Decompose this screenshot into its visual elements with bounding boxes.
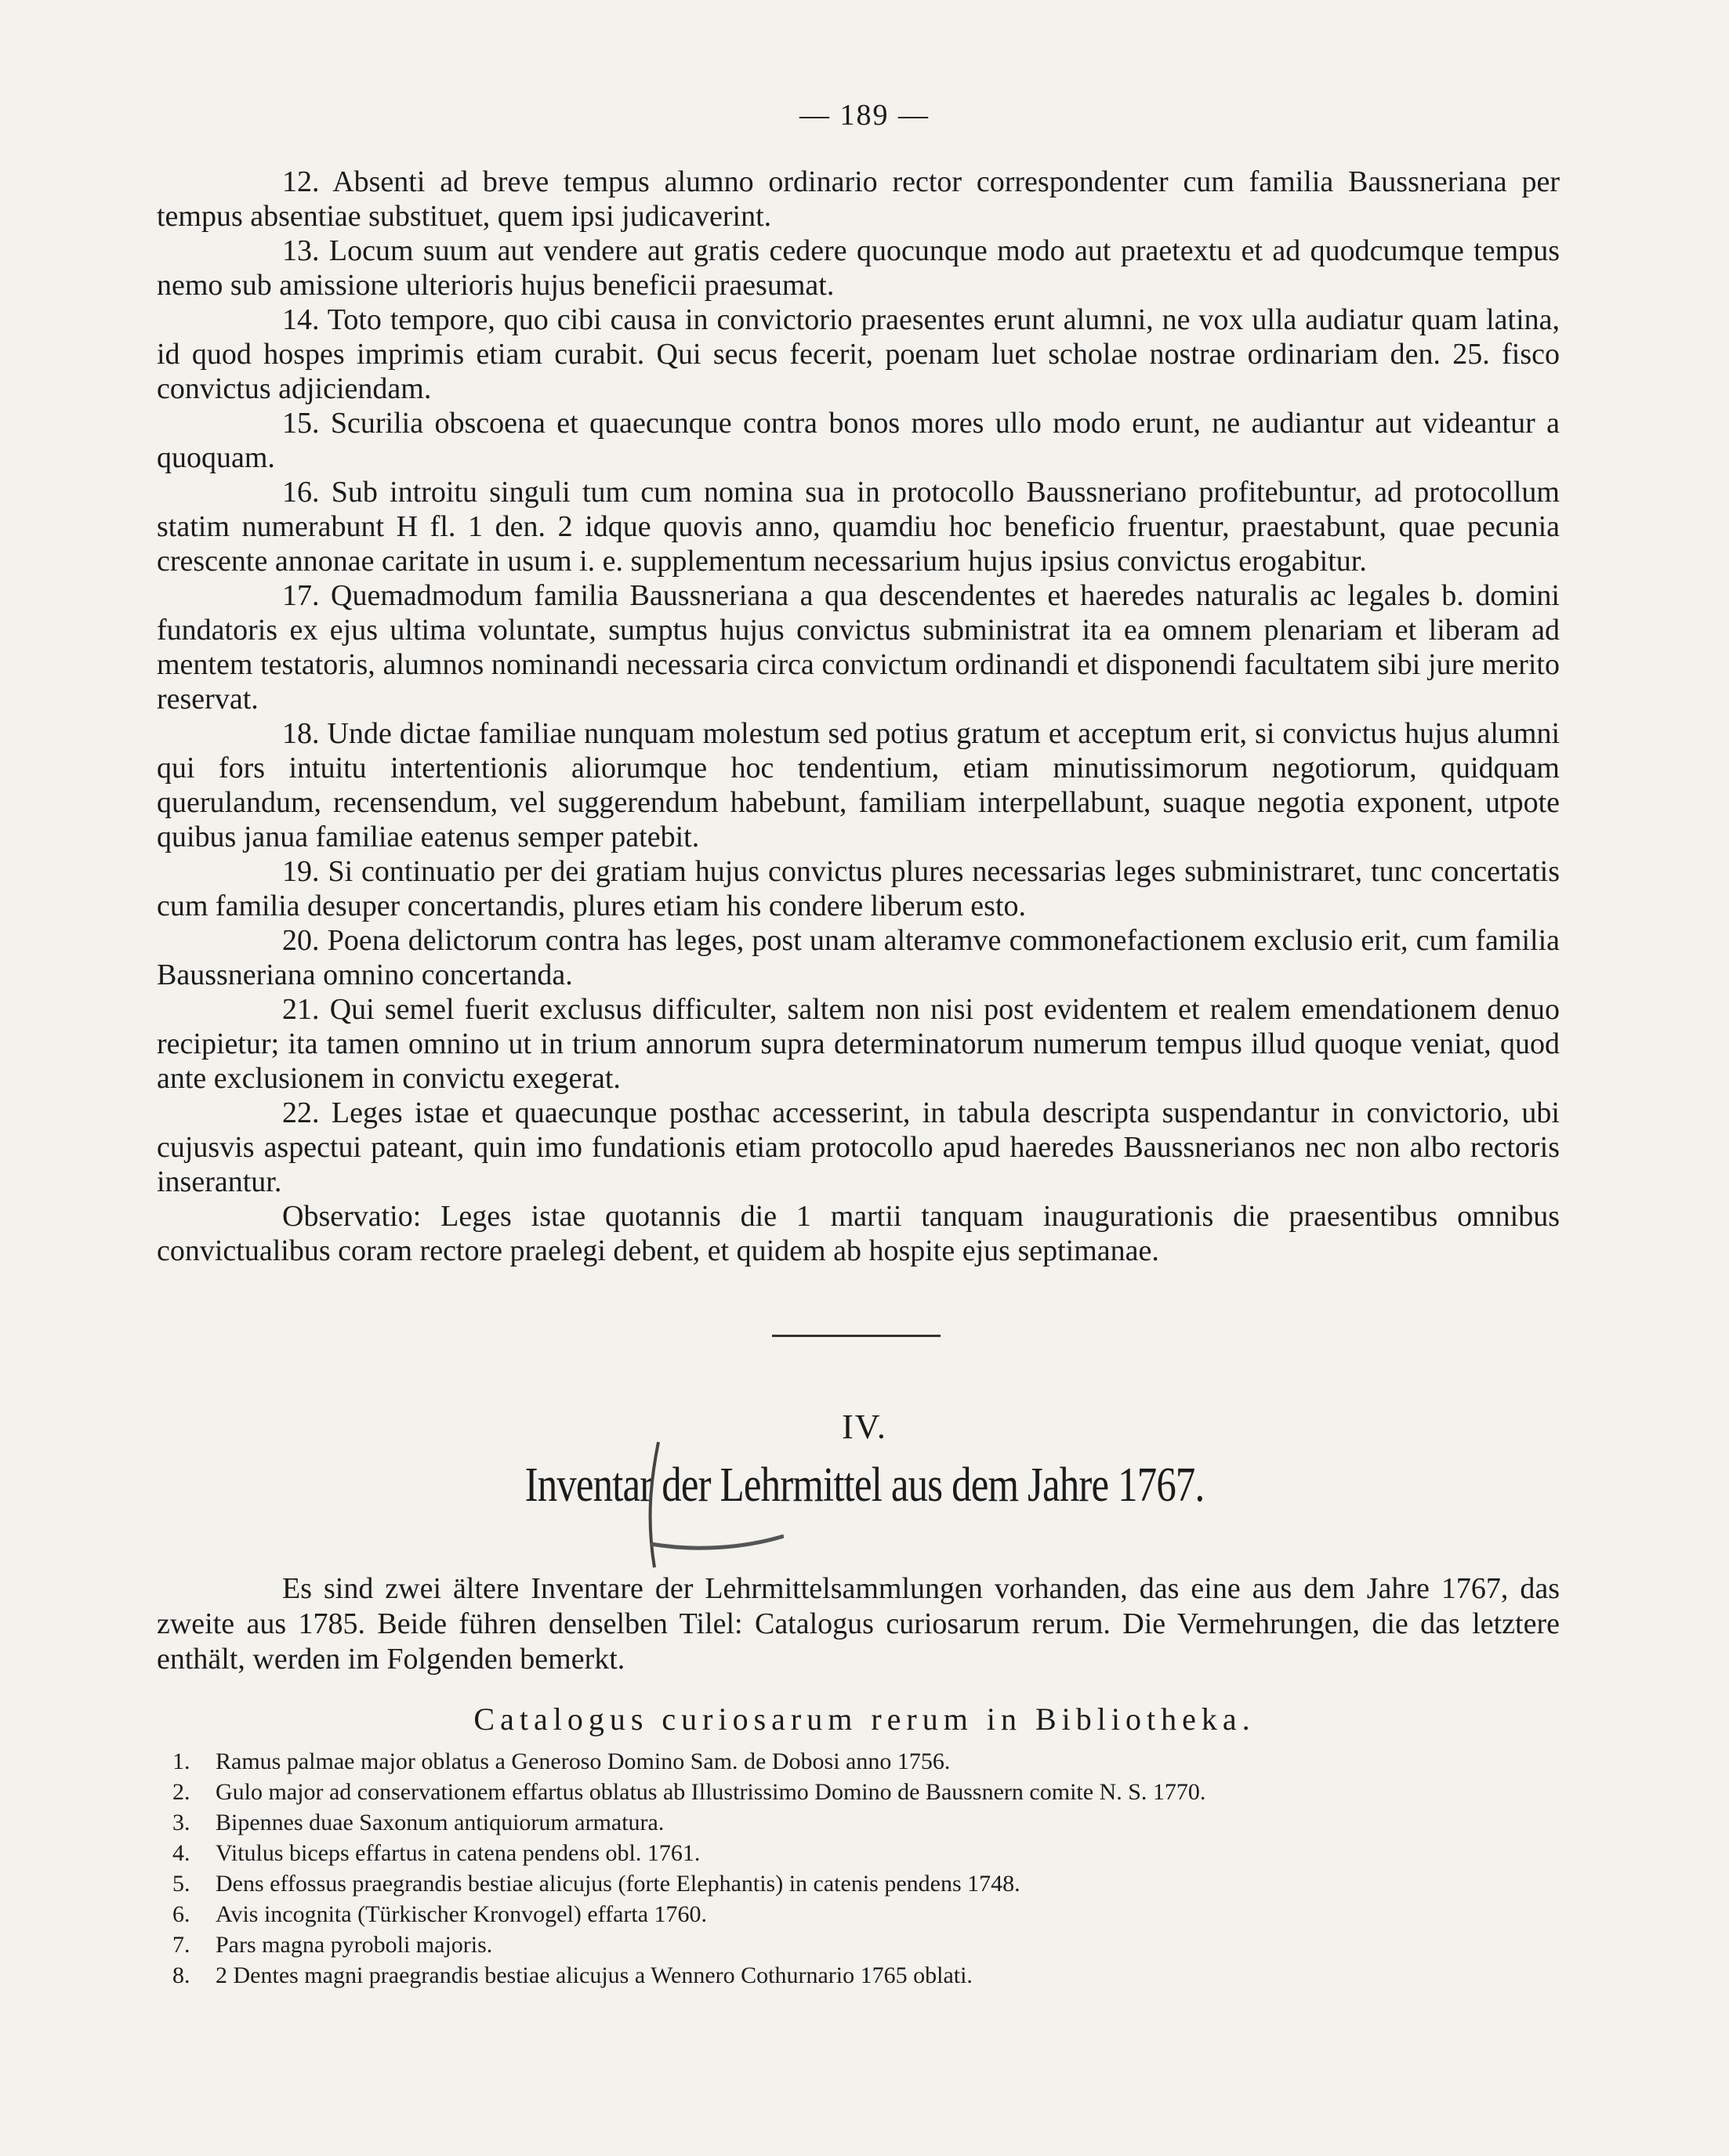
item-text: Dens effossus praegrandis bestiae alicujus (forte Elephantis) in catenis pendens 1748.: [216, 1871, 1020, 1897]
section-title: Inventar der Lehrmittel aus dem Jahre 1767.: [524, 1458, 1205, 1512]
observatio-text: Leges istae quotannis die 1 martii tanquam inaugurationis die praesentibus omnibus convictualibus coram rectore praelegi debent, et quidem ab hospite ejus septimanae.: [157, 1200, 1560, 1267]
rule-text: Toto tempore, quo cibi causa in convictorio praesentes erunt alumni, ne vox ulla audiatur quam latina, id quod hospes imprimis etiam curabit. Qui secus fecerit, poenam luet scholae nostrae ordinariam den. 25. fisco convictus adjiciendam.: [157, 303, 1560, 405]
item-index: 5.: [172, 1871, 190, 1897]
section-number: IV.: [842, 1408, 887, 1446]
rule-number: 13.: [282, 234, 320, 267]
item-index: 2.: [172, 1779, 190, 1805]
rule-text: Si continuatio per dei gratiam hujus convictus plures necessarias leges subministraret, tunc concertatis cum familia desuper concertandis, plures etiam his condere liberum esto.: [157, 855, 1560, 922]
item-index: 7.: [172, 1932, 190, 1958]
rule-paragraph: [157, 234, 1560, 303]
rule-text: Sub introitu singuli tum cum nomina sua in protocollo Baussneriano profitebuntur, ad protocollum statim numerabunt H fl. 1 den. 2 idque quovis anno, quamdiu hoc beneficio fruentur, praestabunt, quae pecunia crescente annonae caritate in usum i. e. supplementum necessarium hujus ipsius convictus erogabitur.: [157, 476, 1560, 578]
rule-paragraph: [157, 303, 1560, 406]
intro-section: [157, 1571, 1560, 1677]
rule-paragraph: [157, 1096, 1560, 1199]
rule-number: 12.: [282, 165, 320, 198]
item-text: Gulo major ad conservationem effartus oblatus ab Illustrissimo Domino de Baussnern comite N. S. 1770.: [216, 1779, 1206, 1805]
item-index: 1.: [172, 1748, 190, 1774]
rule-number: 17.: [282, 579, 320, 612]
rule-text: Absenti ad breve tempus alumno ordinario rector correspondenter cum familia Baussneriana per tempus absentiae substituet, quem ipsi judicaverint.: [157, 165, 1560, 233]
rule-paragraph: [157, 406, 1560, 475]
rule-number: 15.: [282, 407, 320, 440]
rule-text: Poena delictorum contra has leges, post unam alteramve commonefactionem exclusio erit, cum familia Baussneriana omnino concertanda.: [157, 924, 1560, 991]
rule-number: 19.: [282, 855, 320, 888]
catalog-title: Catalogus curiosarum rerum in Bibliotheka.: [473, 1701, 1256, 1737]
item-index: 8.: [172, 1962, 190, 1988]
rule-number: 21.: [282, 993, 320, 1026]
item-index: 6.: [172, 1901, 190, 1927]
list-item: [172, 1807, 1568, 1838]
item-text: Pars magna pyroboli majoris.: [216, 1932, 493, 1958]
rule-number: 18.: [282, 717, 320, 750]
rule-number: 14.: [282, 303, 320, 336]
catalog-list: [172, 1746, 1568, 1991]
observatio-paragraph: [157, 1199, 1560, 1268]
list-item: [172, 1868, 1568, 1899]
item-text: Ramus palmae major oblatus a Generoso Domino Sam. de Dobosi anno 1756.: [216, 1748, 951, 1774]
item-text: 2 Dentes magni praegrandis bestiae alicujus a Wennero Cothurnario 1765 oblati.: [216, 1962, 973, 1988]
rule-paragraph: [157, 854, 1560, 923]
rule-paragraph: [157, 578, 1560, 716]
rule-text: Locum suum aut vendere aut gratis cedere quocunque modo aut praetextu et ad quodcumque tempus nemo sub amissione ulterioris hujus beneficii praesumat.: [157, 234, 1560, 302]
rule-paragraph: [157, 923, 1560, 992]
rule-text: Unde dictae familiae nunquam molestum sed potius gratum et acceptum erit, si convictus hujus alumni qui fors intuitu intertentionis aliorumque hoc tendentium, etiam minutissimorum negotiorum, quidquam querulandum, recensendum, vel suggerendum habebunt, familiam interpellabunt, suaque negotia exponent, utpote quibus janua familiae eatenus semper patebit.: [157, 717, 1560, 853]
rule-paragraph: [157, 475, 1560, 578]
rules-section: [157, 165, 1560, 1268]
rule-paragraph: [157, 992, 1560, 1096]
list-item: [172, 1838, 1568, 1868]
item-text: Bipennes duae Saxonum antiquiorum armatura.: [216, 1810, 665, 1835]
rule-paragraph: [157, 165, 1560, 234]
list-item: [172, 1777, 1568, 1807]
list-item: [172, 1899, 1568, 1930]
item-index: 3.: [172, 1810, 190, 1835]
item-text: Avis incognita (Türkischer Kronvogel) effarta 1760.: [216, 1901, 708, 1927]
rule-number: 16.: [282, 476, 320, 509]
item-index: 4.: [172, 1840, 190, 1866]
rule-text: Scurilia obscoena et quaecunque contra bonos mores ullo modo erunt, ne audiantur aut videantur a quoquam.: [157, 407, 1560, 474]
rule-number: 22.: [282, 1096, 320, 1129]
pen-mark-decoration: [627, 1434, 784, 1575]
list-item: [172, 1746, 1568, 1777]
list-item: [172, 1930, 1568, 1960]
item-text: Vitulus biceps effartus in catena pendens obl. 1761.: [216, 1840, 701, 1866]
rule-text: Quemadmodum familia Baussneriana a qua descendentes et haeredes naturalis ac legales b. domini fundatoris ex ejus ultima voluntate, sumptus hujus convictus subministrat ita ea omnem plenariam et liberam ad mentem testatoris, alumnos nominandi necessaria circa convictum ordinandi et disponendi facultatem sibi jure merito reservat.: [157, 579, 1560, 716]
page-number: — 189 —: [799, 99, 930, 132]
section-divider: [772, 1335, 941, 1337]
rule-text: Leges istae et quaecunque posthac accesserint, in tabula descripta suspendantur in convictorio, ubi cujusvis aspectui pateant, quin imo fundationis etiam protocollo apud haeredes Baussnerianos nec non albo rectoris inserantur.: [157, 1096, 1560, 1198]
rule-number: 20.: [282, 924, 320, 957]
intro-paragraph: Es sind zwei ältere Inventare der Lehrmittelsammlungen vorhanden, das eine aus dem Jahre 1767, das zweite aus 1785. Beide führen denselben Tilel: Catalogus curiosarum rerum. Die Vermehrungen, die das letztere enthält, werden im Folgenden bemerkt.: [157, 1572, 1560, 1676]
observatio-label: Observatio:: [282, 1200, 422, 1233]
list-item: [172, 1960, 1568, 1991]
rule-text: Qui semel fuerit exclusus difficulter, saltem non nisi post evidentem et realem emendationem denuo recipietur; ita tamen omnino ut in trium annorum supra determinatorum numerum tempus illud quoque veniat, quod ante exclusionem in convictu exegerat.: [157, 993, 1560, 1095]
rule-paragraph: [157, 716, 1560, 854]
